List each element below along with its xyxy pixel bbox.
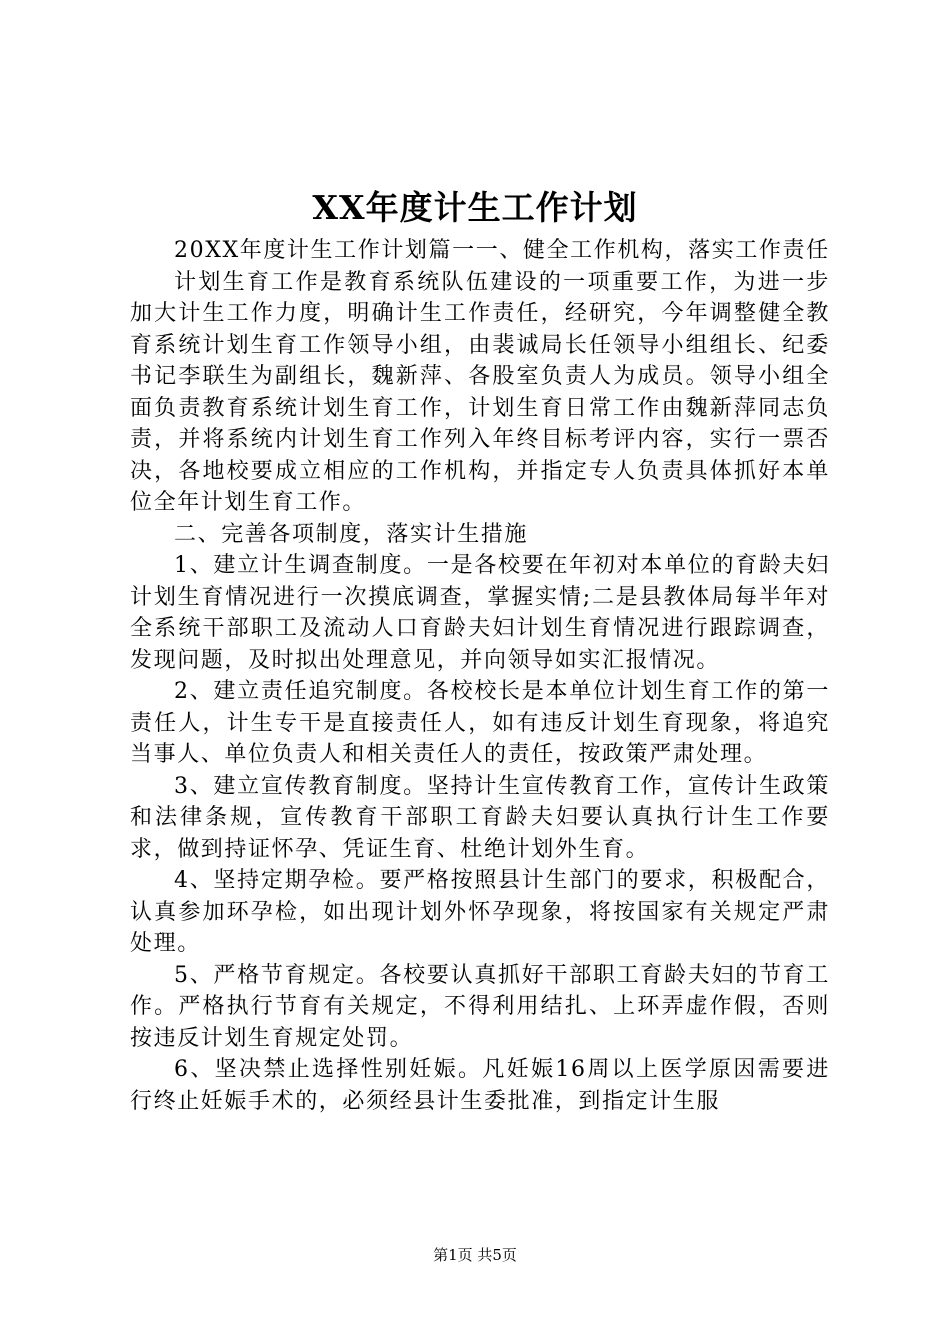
paragraph-item-2: 2、建立责任追究制度。各校校长是本单位计划生育工作的第一责任人，计生专干是直接责任人，如有违反计划生育现象，将追究当事人、单位负责人和相关责任人的责任，按政策严肃处理。 [130, 679, 830, 767]
document-body [130, 235, 830, 1117]
paragraph-intro: 20XX年度计生工作计划篇一一、健全工作机构，落实工作责任 [174, 238, 830, 263]
document-title: XX年度计生工作计划 [312, 188, 638, 227]
paragraph-section-two-heading: 二、完善各项制度，落实计生措施 [174, 521, 529, 547]
paragraph-organization: 计划生育工作是教育系统队伍建设的一项重要工作，为进一步加大计生工作力度，明确计生工作责任，经研究，今年调整健全教育系统计划生育工作领导小组，由裴诚局长任领导小组组长、纪委书记李联生为副组长，魏新萍、各股室负责人为成员。领导小组全面负责教育系统计划生育工作，计划生育日常工作由魏新萍同志负责，并将系统内计划生育工作列入年终目标考评内容，实行一票否决，各地校要成立相应的工作机构，并指定专人负责具体抓好本单位全年计划生育工作。 [130, 269, 830, 515]
paragraph-item-4: 4、坚持定期孕检。要严格按照县计生部门的要求，积极配合，认真参加环孕检，如出现计划外怀孕现象，将按国家有关规定严肃处理。 [130, 868, 830, 956]
paragraph-item-3: 3、建立宣传教育制度。坚持计生宣传教育工作，宣传计生政策和法律条规，宣传教育干部职工育龄夫妇要认真执行计生工作要求，做到持证怀孕、凭证生育、杜绝计划外生育。 [130, 773, 830, 862]
paragraph-item-6: 6、坚决禁止选择性别妊娠。凡妊娠16周以上医学原因需要进行终止妊娠手术的，必须经县计生委批准，到指定计生服 [130, 1057, 830, 1114]
paragraph-item-5: 5、严格节育规定。各校要认真抓好干部职工育龄夫妇的节育工作。严格执行节育有关规定，不得利用结扎、上环弄虚作假，否则按违反计划生育规定处罚。 [130, 962, 830, 1051]
page-footer: 第1页 共5页 [433, 1246, 517, 1264]
paragraph-item-1: 1、建立计生调查制度。一是各校要在年初对本单位的育龄夫妇计划生育情况进行一次摸底调查，掌握实情;二是县教体局每半年对全系统干部职工及流动人口育龄夫妇计划生育情况进行跟踪调查，发现问题，及时拟出处理意见，并向领导如实汇报情况。 [130, 553, 830, 673]
